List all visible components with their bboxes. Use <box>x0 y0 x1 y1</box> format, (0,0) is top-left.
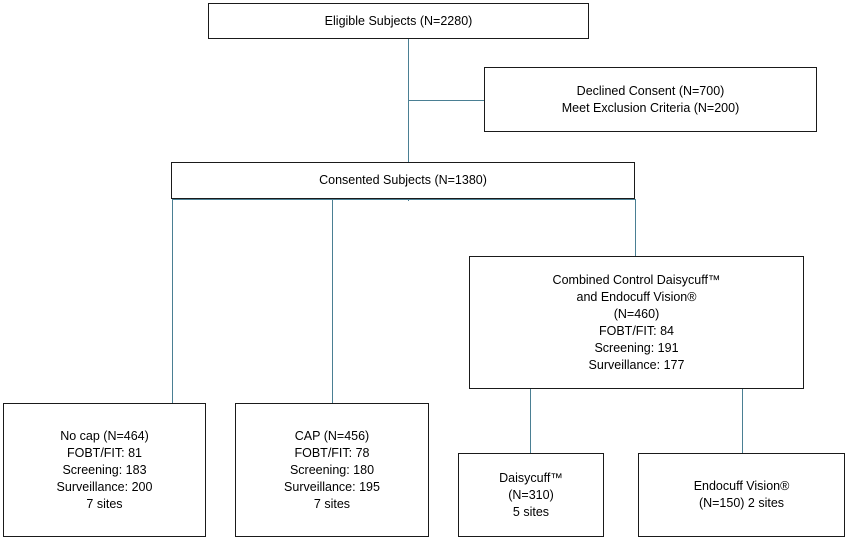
node-line: Declined Consent (N=700) <box>576 83 725 98</box>
node-line: Surveillance: 177 <box>588 357 685 372</box>
node-line: 7 sites <box>313 496 351 511</box>
connector-to-nocap <box>172 199 173 403</box>
node-line: Meet Exclusion Criteria (N=200) <box>561 100 740 115</box>
node-line: Endocuff Vision® <box>693 479 790 493</box>
node-line: Eligible Subjects (N=2280) <box>324 13 473 28</box>
connector-down-to-consented <box>408 100 409 162</box>
node-combined-control <box>469 256 804 389</box>
node-line: and Endocuff Vision® <box>576 289 697 304</box>
connector-consented-bus <box>172 199 635 200</box>
connector-to-endocuff <box>742 389 743 453</box>
node-consented-subjects <box>171 162 635 199</box>
node-line: Consented Subjects (N=1380) <box>319 173 487 187</box>
connector-to-daisycuff <box>530 389 531 453</box>
node-no-cap <box>3 403 206 537</box>
node-line: Combined Control Daisycuff™ <box>552 272 721 287</box>
node-line: Surveillance: 200 <box>56 479 153 494</box>
node-cap <box>235 403 429 537</box>
node-line: No cap (N=464) <box>60 428 149 443</box>
connector-consented-stub <box>408 199 409 201</box>
node-line: FOBT/FIT: 81 <box>66 445 142 460</box>
node-line: (N=310) <box>508 487 554 502</box>
node-line: 5 sites <box>512 504 550 519</box>
connector-to-declined <box>408 100 485 101</box>
node-eligible-subjects <box>208 3 589 39</box>
node-line: Daisycuff™ <box>499 470 563 485</box>
node-line: FOBT/FIT: 84 <box>598 323 674 338</box>
node-line: Screening: 183 <box>62 462 147 477</box>
connector-to-cap <box>332 199 333 403</box>
node-line: Surveillance: 195 <box>284 479 380 494</box>
node-line: (N=460) <box>613 306 660 321</box>
node-line: 7 sites <box>86 496 123 511</box>
connector-to-combined <box>635 199 636 256</box>
node-line: FOBT/FIT: 78 <box>294 445 370 460</box>
node-line: (N=150) 2 sites <box>698 496 785 510</box>
node-daisycuff <box>458 453 604 537</box>
connector-eligible-down <box>408 38 409 101</box>
node-declined-consent <box>484 67 817 132</box>
node-line: CAP (N=456) <box>294 428 370 443</box>
node-endocuff-vision <box>638 453 845 537</box>
node-line: Screening: 191 <box>594 340 679 355</box>
node-line: Screening: 180 <box>289 462 375 477</box>
